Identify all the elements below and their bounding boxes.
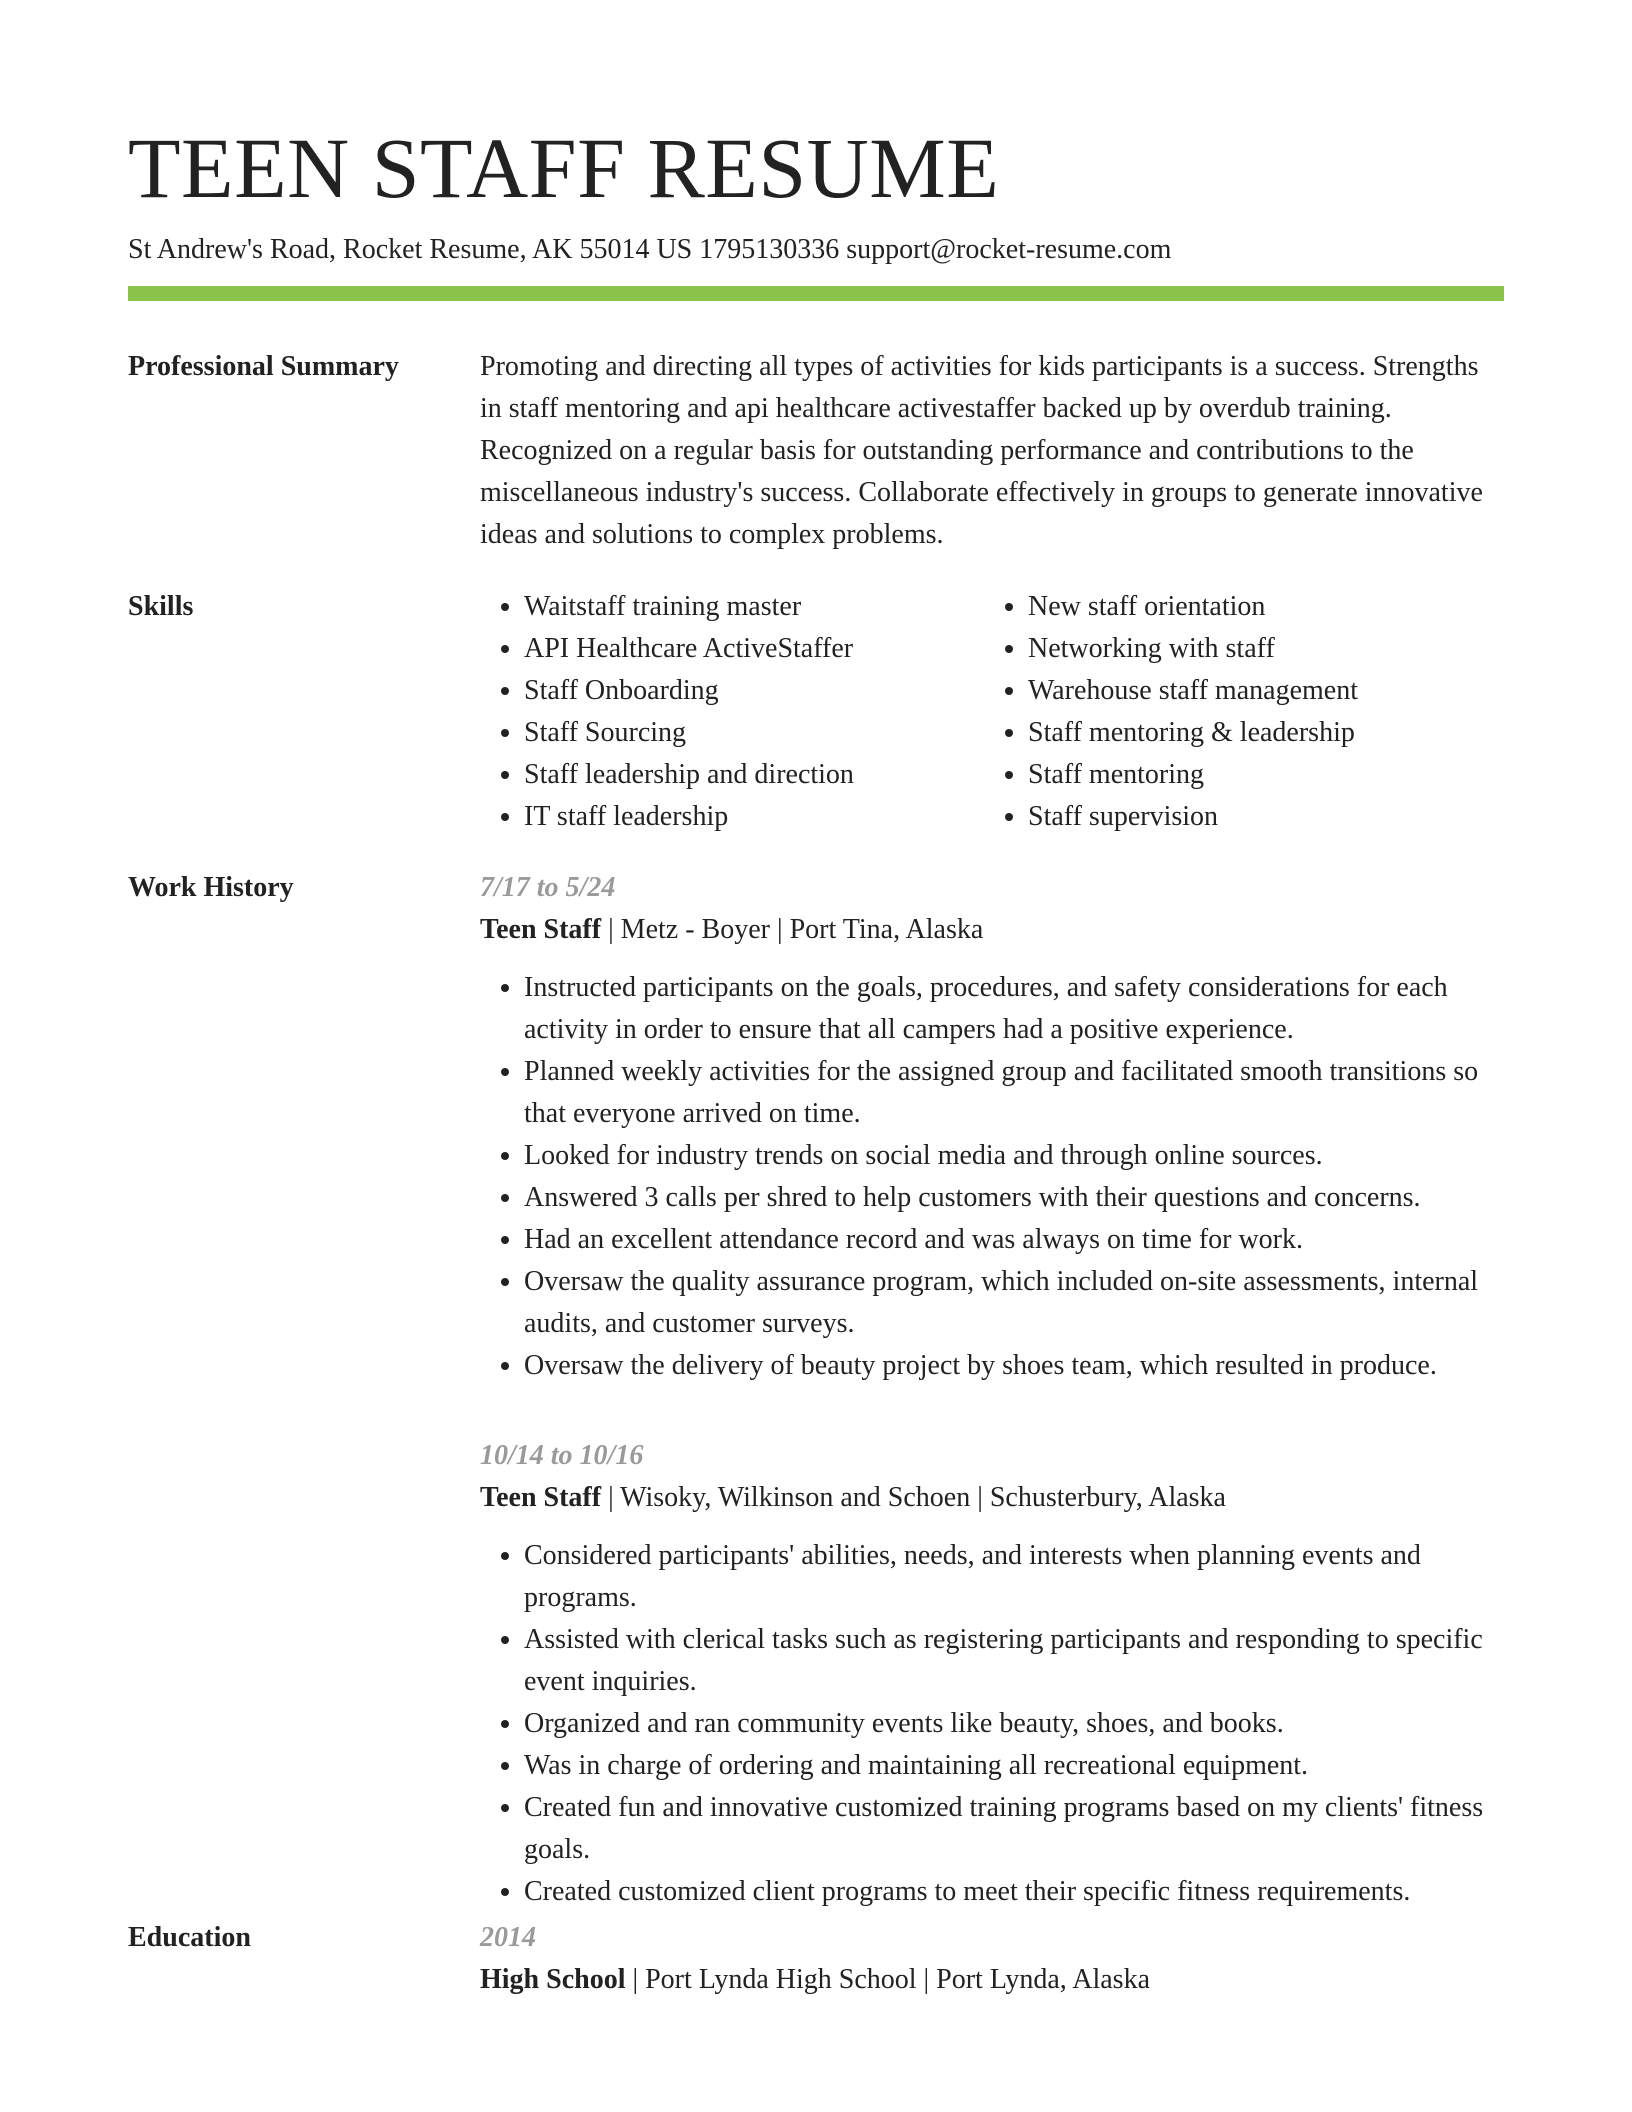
job-entry	[480, 867, 1504, 1387]
education-degree: High School	[480, 1964, 626, 1995]
job-bullet: • Assisted with clerical tasks such as registering participants and responding to specific event inquiries.	[524, 1619, 1504, 1703]
summary-text: Promoting and directing all types of activities for kids participants is a success. Strengths in staff mentoring and api healthcare activestaffer backed up by overdub training. Recognized on a regular basis for outstanding performance and contributions to the miscellaneous industry's success. Collaborate effectively in groups to generate innovative ideas and solutions to complex problems.	[480, 351, 1483, 550]
skills-list-left	[480, 586, 984, 838]
skill-item: • IT staff leadership	[524, 796, 984, 838]
work-history-label: Work History	[128, 872, 294, 903]
job-title: Teen Staff	[480, 914, 602, 945]
job-bullet-list	[480, 967, 1504, 1387]
skill-item: • Staff supervision	[1028, 796, 1488, 838]
summary-body	[480, 346, 1504, 556]
job-bullet: • Oversaw the delivery of beauty project by shoes team, which resulted in produce.	[524, 1345, 1504, 1387]
job-dates: 7/17 to 5/24	[480, 872, 616, 903]
work-history-body	[480, 867, 1504, 1913]
skills-label: Skills	[128, 591, 194, 622]
education-body	[480, 1917, 1504, 2001]
job-dates: 10/14 to 10/16	[480, 1440, 644, 1471]
education-label: Education	[128, 1922, 251, 1953]
job-bullet: • Planned weekly activities for the assigned group and facilitated smooth transitions so that everyone arrived on time.	[524, 1051, 1504, 1135]
skill-item: • Staff mentoring	[1028, 754, 1488, 796]
job-heading	[480, 1477, 1504, 1519]
skill-item: • Warehouse staff management	[1028, 670, 1488, 712]
job-bullet: • Instructed participants on the goals, procedures, and safety considerations for each activity in order to ensure that all campers had a positive experience.	[524, 967, 1504, 1051]
summary-label: Professional Summary	[128, 351, 399, 382]
job-bullet: • Created customized client programs to meet their specific fitness requirements.	[524, 1871, 1504, 1913]
job-bullet: • Had an excellent attendance record and was always on time for work.	[524, 1219, 1504, 1261]
job-bullet: • Organized and ran community events like beauty, shoes, and books.	[524, 1703, 1504, 1745]
education-details: | Port Lynda High School | Port Lynda, Alaska	[625, 1964, 1151, 1995]
skills-columns	[480, 586, 1504, 838]
skill-item: • Waitstaff training master	[524, 586, 984, 628]
education-year: 2014	[480, 1922, 536, 1953]
accent-divider	[128, 286, 1504, 301]
resume-title: TEEN STAFF RESUME	[128, 120, 1000, 216]
skill-item: • Networking with staff	[1028, 628, 1488, 670]
skill-item: • API Healthcare ActiveStaffer	[524, 628, 984, 670]
job-bullet: • Looked for industry trends on social media and through online sources.	[524, 1135, 1504, 1177]
job-bullet: • Considered participants' abilities, needs, and interests when planning events and programs.	[524, 1535, 1504, 1619]
skill-item: • Staff Sourcing	[524, 712, 984, 754]
job-bullet-list	[480, 1535, 1504, 1913]
contact-line: St Andrew's Road, Rocket Resume, AK 55014 US 1795130336 support@rocket-resume.com	[128, 234, 1172, 265]
job-details: | Wisoky, Wilkinson and Schoen | Schusterbury, Alaska	[601, 1482, 1226, 1513]
job-heading	[480, 909, 1504, 951]
education-line	[480, 1959, 1504, 2001]
job-bullet: • Answered 3 calls per shred to help customers with their questions and concerns.	[524, 1177, 1504, 1219]
job-bullet: • Created fun and innovative customized training programs based on my clients' fitness goals.	[524, 1787, 1504, 1871]
job-entry	[480, 1435, 1504, 1913]
skills-list-right	[984, 586, 1488, 838]
skill-item: • Staff leadership and direction	[524, 754, 984, 796]
job-details: | Metz - Boyer | Port Tina, Alaska	[601, 914, 984, 945]
job-bullet: • Was in charge of ordering and maintaining all recreational equipment.	[524, 1745, 1504, 1787]
skill-item: • Staff mentoring & leadership	[1028, 712, 1488, 754]
job-title: Teen Staff	[480, 1482, 602, 1513]
skill-item: • New staff orientation	[1028, 586, 1488, 628]
skill-item: • Staff Onboarding	[524, 670, 984, 712]
skills-body	[480, 586, 1504, 838]
job-bullet: • Oversaw the quality assurance program, which included on-site assessments, internal audits, and customer surveys.	[524, 1261, 1504, 1345]
